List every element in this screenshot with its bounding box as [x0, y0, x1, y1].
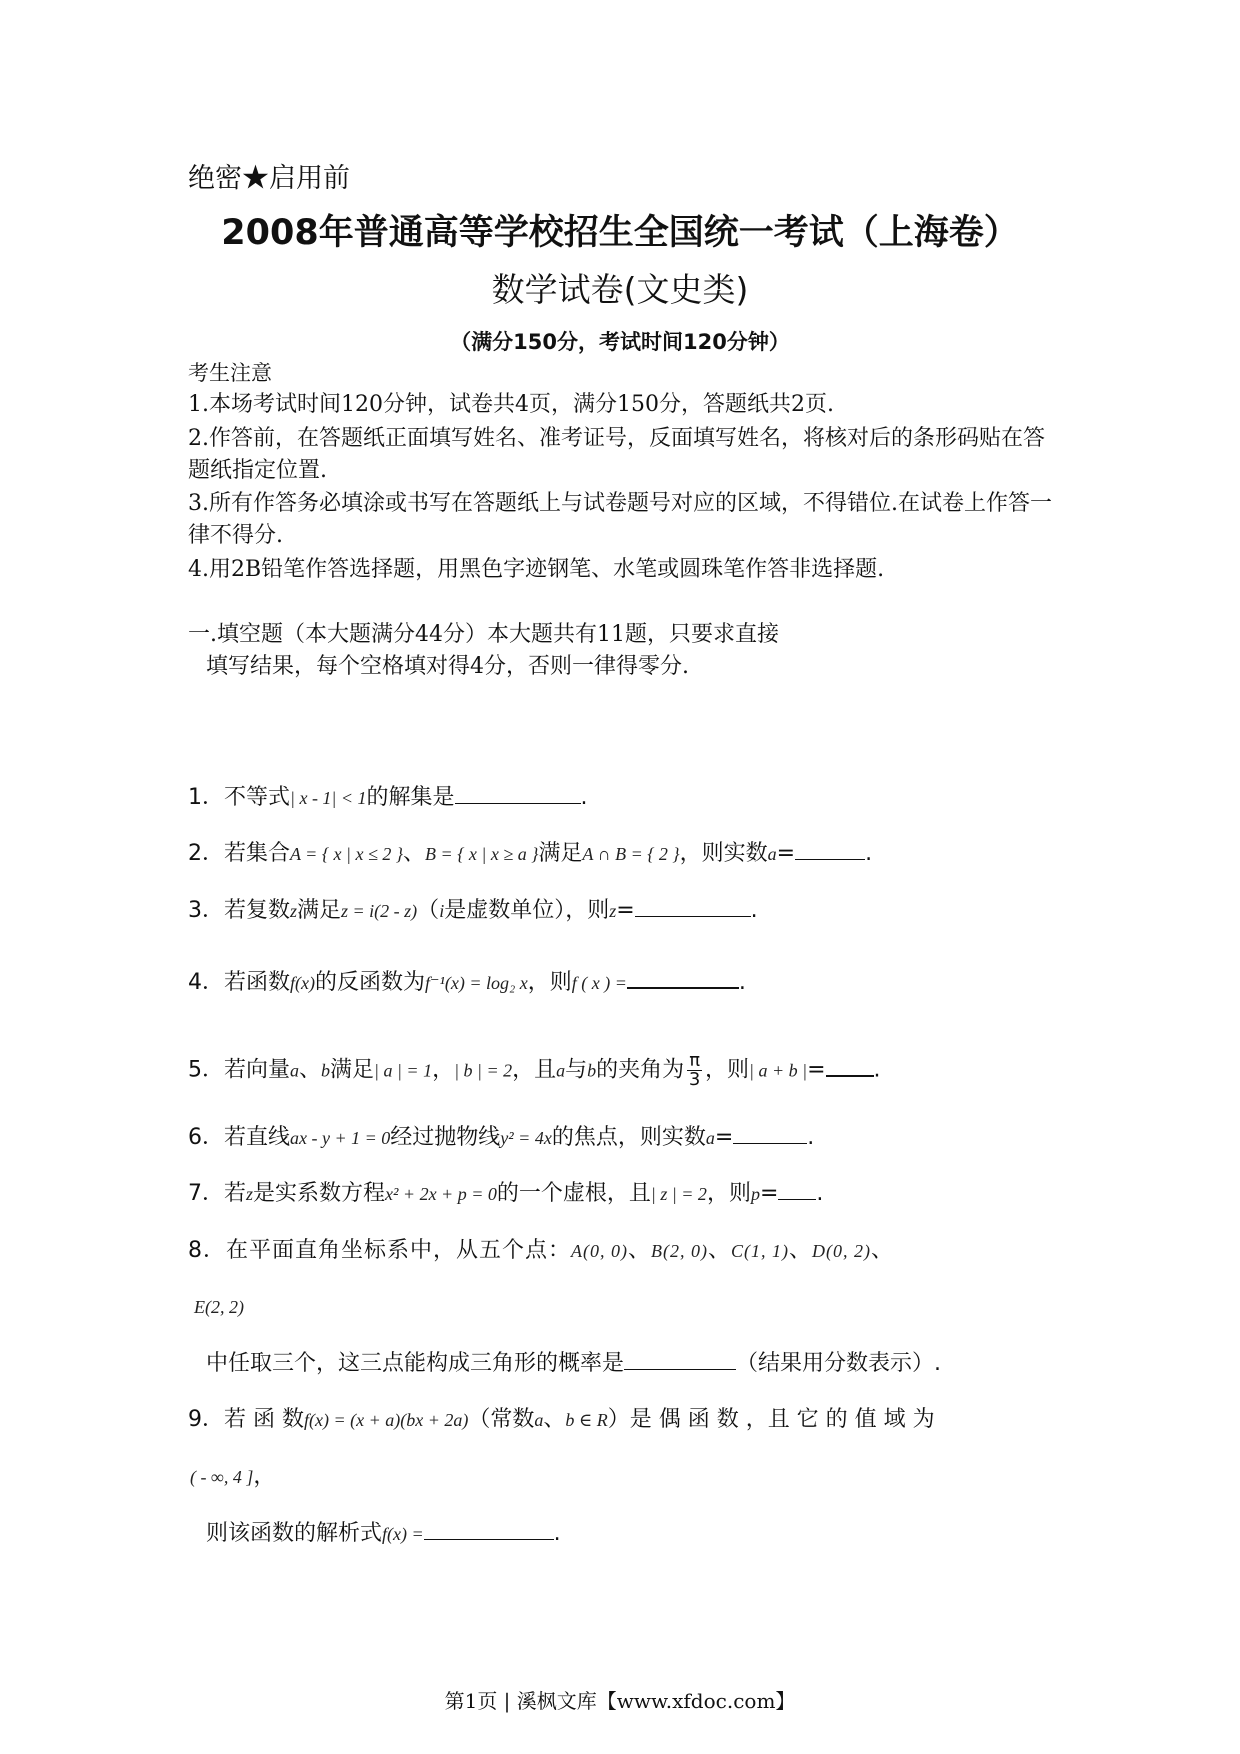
notes-heading: 考生注意: [188, 361, 272, 385]
question-4: 4．若函数f(x)的反函数为f⁻¹(x) = log₂ x，则f ( x ) = .: [188, 967, 746, 998]
note-3-line1: 3.所有作答务必填涂或书写在答题纸上与试卷题号对应的区域，不得错位.在试卷上作答一: [188, 491, 1052, 516]
answer-blank-8[interactable]: [624, 1349, 736, 1370]
answer-blank-2[interactable]: [795, 839, 865, 860]
note-2-line2: 题纸指定位置.: [188, 458, 327, 483]
question-1: 1．不等式| x - 1| < 1的解集是 .: [188, 785, 588, 810]
answer-blank-1[interactable]: [455, 783, 581, 804]
note-2-line1: 2.作答前，在答题纸正面填写姓名、准考证号，反面填写姓名，将核对后的条形码贴在答: [188, 426, 1045, 451]
note-3-line2: 律不得分.: [188, 523, 283, 548]
question-8-line3: 中任取三个，这三点能构成三角形的概率是 （结果用分数表示）.: [206, 1351, 942, 1376]
question-9-line3: 则该函数的解析式f(x) = .: [206, 1521, 561, 1546]
answer-blank-5[interactable]: [826, 1055, 874, 1077]
exam-title: 2008年普通高等学校招生全国统一考试（上海卷）: [221, 213, 1019, 253]
answer-blank-4[interactable]: [627, 967, 739, 989]
question-8-line1: 8．在平面直角坐标系中，从五个点：A(0, 0)、B(2, 0)、C(1, 1)、D(0, 2)、: [188, 1238, 895, 1263]
question-5: 5．若向量a、b满足| a | = 1，| b | = 2，且a与b的夹角为 $\frac{\pi}{3}$ ，则| a + b |= .: [188, 1050, 881, 1090]
section1-intro-line2: 填写结果，每个空格填对得4分，否则一律得零分.: [206, 654, 689, 679]
question-8-point-e: E(2, 2): [194, 1297, 244, 1317]
question-9-line1: 9．若 函 数f(x) = (x + a)(bx + 2a)（常数a、b ∈ R）是 偶 函 数 ，且 它 的 值 域 为: [188, 1407, 935, 1432]
note-1: 1.本场考试时间120分钟，试卷共4页，满分150分，答题纸共2页.: [188, 392, 834, 417]
score-time-note: （满分150分，考试时间120分钟）: [450, 330, 790, 354]
answer-blank-9[interactable]: [424, 1519, 554, 1540]
page-footer: 第1页 | 溪枫文库【www.xfdoc.com】: [444, 1689, 796, 1713]
confidential-label: 绝密★启用前: [188, 163, 350, 194]
question-7: 7．若z是实系数方程x² + 2x + p = 0的一个虚根，且| z | = 2，则p= .: [188, 1181, 824, 1206]
section1-intro-line1: 一.填空题（本大题满分44分）本大题共有11题，只要求直接: [188, 622, 779, 647]
angle-fraction: $\frac{\pi}{3}$: [688, 1050, 701, 1090]
question-2: 2．若集合A = { x | x ≤ 2 }、B = { x | x ≥ a }满足A ∩ B = { 2 }，则实数a= .: [188, 841, 873, 866]
answer-blank-6[interactable]: [733, 1123, 807, 1144]
question-9-range: ( - ∞, 4 ]，: [190, 1464, 276, 1489]
question-6: 6．若直线ax - y + 1 = 0经过抛物线y² = 4x的焦点，则实数a= .: [188, 1125, 815, 1150]
paper-subtitle: 数学试卷(文史类): [491, 270, 749, 309]
question-3: 3．若复数z满足z = i(2 - z)（i是虚数单位），则z= .: [188, 898, 758, 923]
answer-blank-3[interactable]: [635, 896, 751, 917]
answer-blank-7[interactable]: [778, 1179, 816, 1200]
note-4: 4.用2B铅笔作答选择题，用黑色字迹钢笔、水笔或圆珠笔作答非选择题.: [188, 557, 885, 582]
